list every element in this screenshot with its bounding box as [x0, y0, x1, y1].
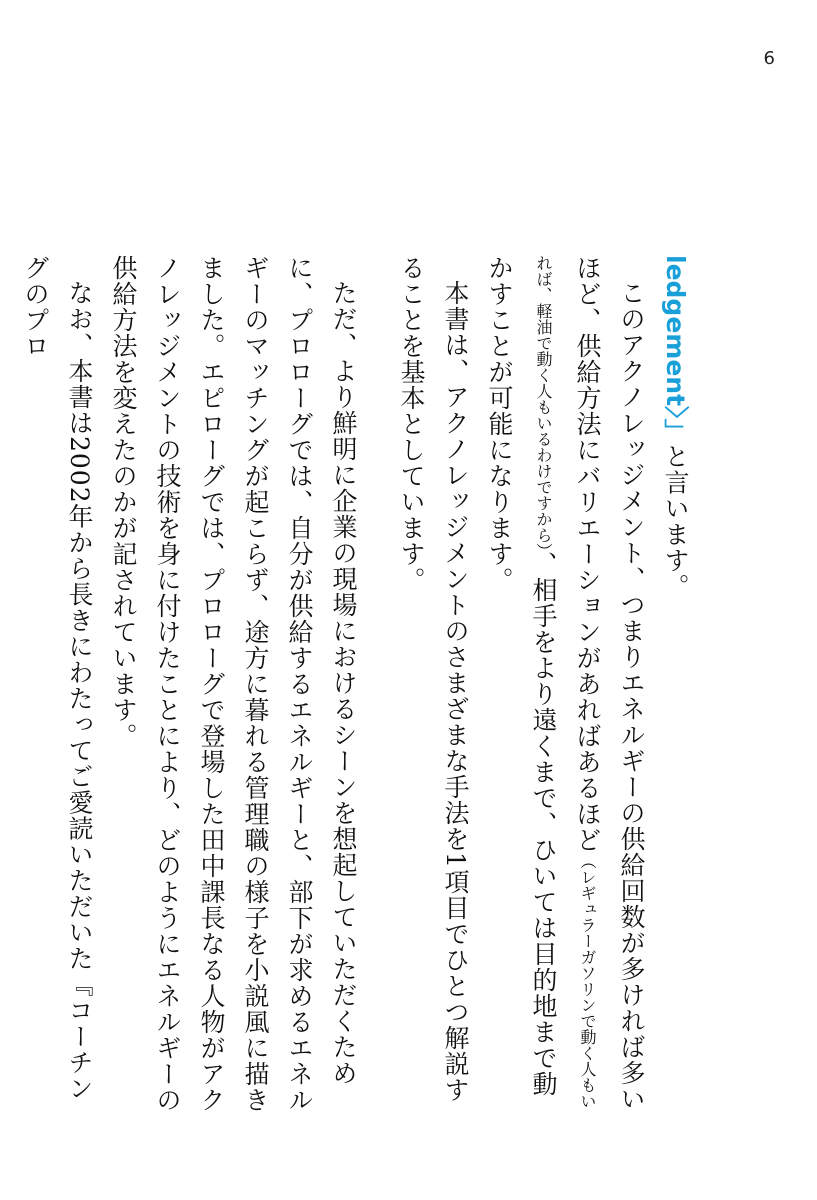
paragraph-ledgement-text: と言います。 [661, 443, 690, 600]
paragraph-energy-supply-part2: 、相手をより遠くまで、ひいては目的地まで動かすことが可能になります。 [485, 255, 558, 1097]
paragraph-energy-supply-part1: このアクノレッジメント、つまりエネルギーの供給回数が多ければ多いほど、供給方法にバリエーションがあればあるほど [573, 255, 646, 1112]
body-text [0, 255, 697, 1115]
paragraph-ledgement [653, 255, 697, 1115]
paragraph-energy-supply [477, 255, 653, 1115]
paragraph-history: なお、本書は2002年から長きにわたってご愛読いただいた『コーチングのプロ [21, 255, 94, 1102]
paragraph-book-structure: 本書は、アクノレッジメントのさまざまな手法を1項目でひとつ解説することを基本としています。 [397, 255, 470, 1103]
page-number: 6 [763, 48, 775, 69]
paragraph-prologue-epilogue: ただ、より鮮明に企業の現場におけるシーンを想起していただくために、プロローグでは、自分が供給するエネルギーと、部下が求めるエネルギーのマッチングが起こらず、途方に暮れる管理職の様子を小説風に描きました。エピローグでは、プロローグで登場した田中課長なる人物がアクノレッジメントの技術を身に付けたことにより、どのようにエネルギーの供給方法を変えたのかが記されています。 [109, 255, 358, 1113]
paragraph-energy-supply-note: （レギュラーガソリンで動く人もいれば、軽油で動く人もいるわけですから） [534, 255, 597, 1109]
term-ledgement: ledgement〉」 [661, 255, 690, 444]
